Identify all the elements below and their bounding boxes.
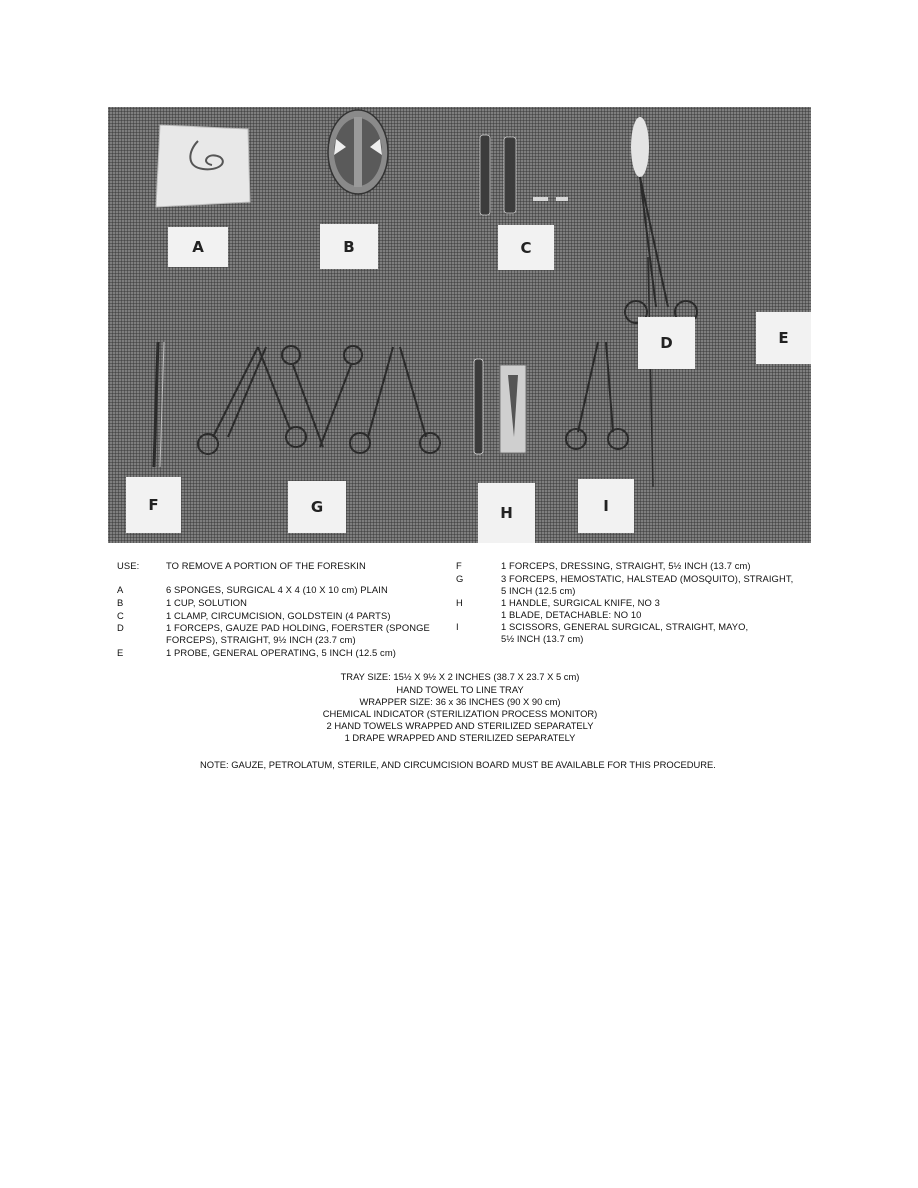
procedure-note: NOTE: GAUZE, PETROLATUM, STERILE, AND CIRCUMCISION BOARD MUST BE AVAILABLE FOR THIS PROCEDURE. [200, 759, 716, 770]
legend-item: 1 FORCEPS, GAUZE PAD HOLDING, FOERSTER (SPONGE [166, 622, 430, 633]
label-card-c: C [498, 225, 554, 270]
label-card-f: F [126, 477, 181, 533]
label-card-e: E [756, 312, 811, 364]
tray-line: 2 HAND TOWELS WRAPPED AND STERILIZED SEPARATELY [326, 720, 594, 731]
legend-item: 1 SCISSORS, GENERAL SURGICAL, STRAIGHT, MAYO, [501, 621, 749, 632]
legend-letter: H [456, 597, 463, 608]
tray-size: TRAY SIZE: 15½ X 9½ X 2 INCHES (38.7 X 23.7 X 5 cm) [340, 671, 580, 682]
legend-item-cont: FORCEPS), STRAIGHT, 9½ INCH (23.7 cm) [166, 634, 356, 645]
sponge-forceps-icon [625, 117, 697, 487]
legend-letter: B [117, 597, 124, 608]
scissors-icon [566, 342, 628, 449]
label-card-a: A [168, 227, 228, 267]
label-card-g: G [288, 481, 346, 533]
legend-item: 3 FORCEPS, HEMOSTATIC, HALSTEAD (MOSQUITO), STRAIGHT, [501, 573, 794, 584]
tray-line: WRAPPER SIZE: 36 x 36 INCHES (90 X 90 cm) [359, 696, 561, 707]
legend-item: 1 HANDLE, SURGICAL KNIFE, NO 3 [501, 597, 660, 608]
legend-letter: G [456, 573, 464, 584]
legend-letter: E [117, 647, 124, 658]
clamp-parts-icon [480, 135, 568, 215]
hemostatic-forceps-icon [198, 346, 440, 454]
legend-letter: A [117, 584, 124, 595]
legend-item: 6 SPONGES, SURGICAL 4 X 4 (10 X 10 cm) PLAIN [166, 584, 388, 595]
legend-letter: I [456, 621, 459, 632]
label-card-d: D [638, 317, 695, 369]
use-label: USE: [117, 560, 140, 571]
legend-item: 1 CLAMP, CIRCUMCISION, GOLDSTEIN (4 PARTS) [166, 610, 391, 621]
tray-line: CHEMICAL INDICATOR (STERILIZATION PROCESS MONITOR) [322, 708, 598, 719]
legend-letter: D [117, 622, 124, 633]
legend-item-cont: 5 INCH (12.5 cm) [501, 585, 576, 596]
solution-cup-icon [328, 110, 388, 194]
legend-item-cont: 5½ INCH (13.7 cm) [501, 633, 584, 644]
legend-item: 1 CUP, SOLUTION [166, 597, 248, 608]
label-card-b: B [320, 224, 378, 269]
instrument-illustration [108, 107, 811, 543]
legend-letter: F [456, 560, 462, 571]
instrument-tray-photo [108, 107, 811, 543]
use-text: TO REMOVE A PORTION OF THE FORESKIN [166, 560, 366, 571]
legend-letter: C [117, 610, 124, 621]
label-card-i: I [578, 479, 634, 533]
sponge-icon [156, 125, 250, 207]
knife-handle-icon [474, 359, 526, 454]
tray-line: HAND TOWEL TO LINE TRAY [396, 684, 524, 695]
legend-item: 1 PROBE, GENERAL OPERATING, 5 INCH (12.5 cm) [166, 647, 396, 658]
legend-item: 1 FORCEPS, DRESSING, STRAIGHT, 5½ INCH (13.7 cm) [501, 560, 751, 571]
tray-line: 1 DRAPE WRAPPED AND STERILIZED SEPARATELY [344, 732, 576, 743]
legend-item-cont: 1 BLADE, DETACHABLE: NO 10 [501, 609, 642, 620]
dressing-forceps-icon [154, 342, 164, 467]
label-card-h: H [478, 483, 535, 543]
